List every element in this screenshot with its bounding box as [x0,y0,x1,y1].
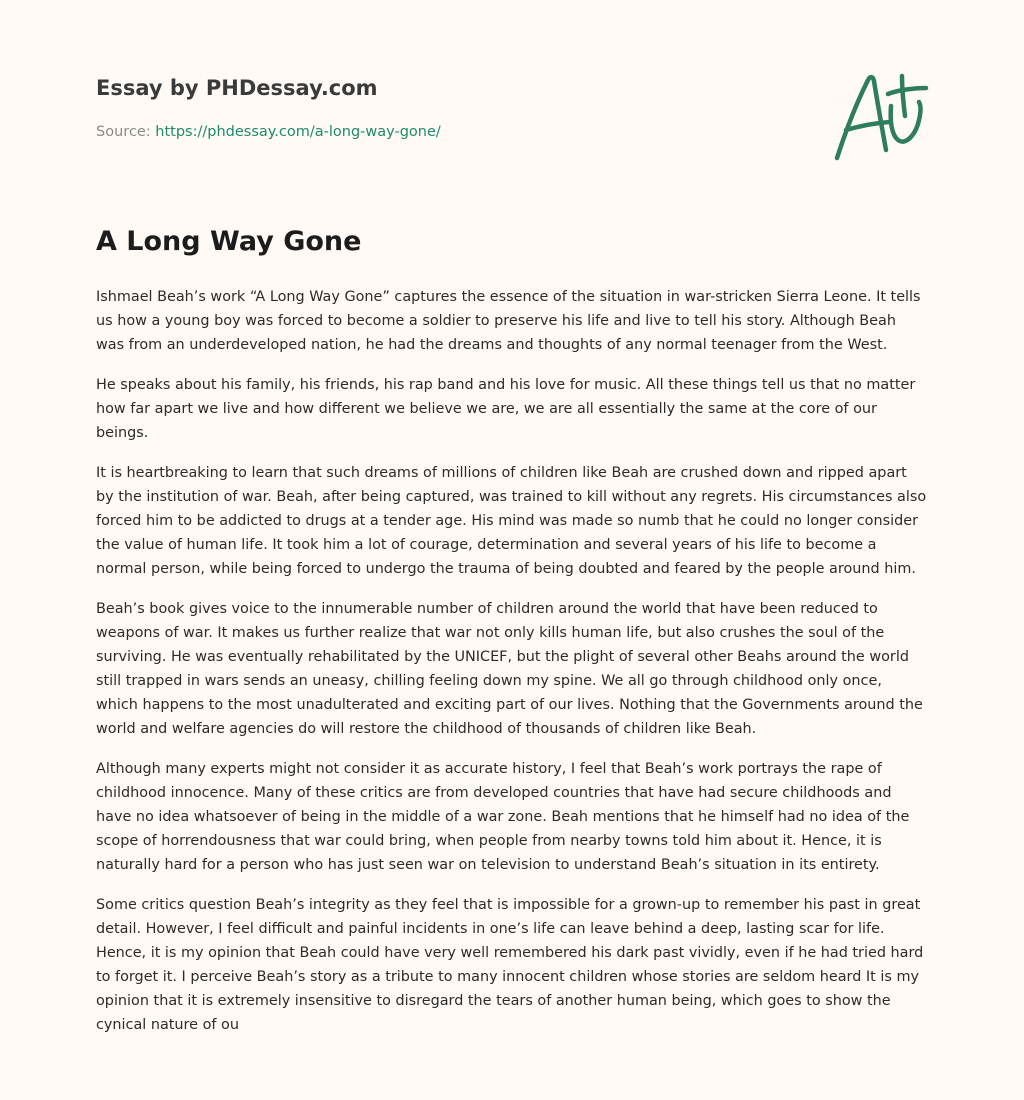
brand-title: Essay by PHDessay.com [96,76,378,100]
essay-paragraph: Beah’s book gives voice to the innumerable number of children around the world that have been reduced to weapons of war. It makes us further realize that war not only kills human life, but also crushes the soul of the surviving. He was eventually rehabilitated by the UNICEF, but the plight of several other Beahs around the world still trapped in wars sends an uneasy, chilling feeling down my spine. We all go through childhood only once, which happens to the most unadulterated and exciting part of our lives. Nothing that the Governments around the world and welfare agencies do will restore the childhood of thousands of children like Beah. [96,601,923,737]
a-plus-logo-icon [830,68,930,164]
page-header [96,0,928,200]
source-line [96,124,441,140]
essay-paragraph: It is heartbreaking to learn that such dreams of millions of children like Beah are crushed down and ripped apart by the institution of war. Beah, after being captured, was trained to kill without any regrets. His circumstances also forced him to be addicted to drugs at a tender age. His mind was made so numb that he could no longer consider the value of human life. It took him a lot of courage, determination and several years of his life to become a normal person, while being forced to undergo the trauma of being doubted and feared by the people around him. [96,465,927,577]
source-link[interactable]: https://phdessay.com/a-long-way-gone/ [155,124,441,140]
essay-paragraph: Some critics question Beah’s integrity as they feel that is impossible for a grown-up to remember his past in great detail. However, I feel difficult and painful incidents in one’s life can leave behind a deep, lasting scar for life. Hence, it is my opinion that Beah could have very well remembered his dark past vividly, even if he had tried hard to forget it. I perceive Beah’s story as a tribute to many innocent children whose stories are seldom heard It is my opinion that it is extremely insensitive to disregard the tears of another human being, which goes to show the cynical nature of ou [96,897,924,1033]
essay-paragraph: Ishmael Beah’s work “A Long Way Gone” captures the essence of the situation in war-stricken Sierra Leone. It tells us how a young boy was forced to become a soldier to preserve his life and live to tell his story. Although Beah was from an underdeveloped nation, he had the dreams and thoughts of any normal teenager from the West. [96,289,921,353]
source-label: Source: [96,124,156,140]
essay-paragraph: Although many experts might not consider it as accurate history, I feel that Beah’s work portrays the rape of childhood innocence. Many of these critics are from developed countries that have had secure childhoods and have no idea whatsoever of being in the middle of a war zone. Beah mentions that he himself had no idea of the scope of horrendousness that war could bring, when people from nearby towns told him about it. Hence, it is naturally hard for a person who has just seen war on television to understand Beah’s situation in its entirety. [96,761,910,873]
essay-title: A Long Way Gone [96,226,362,257]
essay-body [96,285,928,1053]
essay-paragraph: He speaks about his family, his friends, his rap band and his love for music. All these things tell us that no matter how far apart we live and how different we believe we are, we are all essentially the same at the core of our beings. [96,377,916,441]
